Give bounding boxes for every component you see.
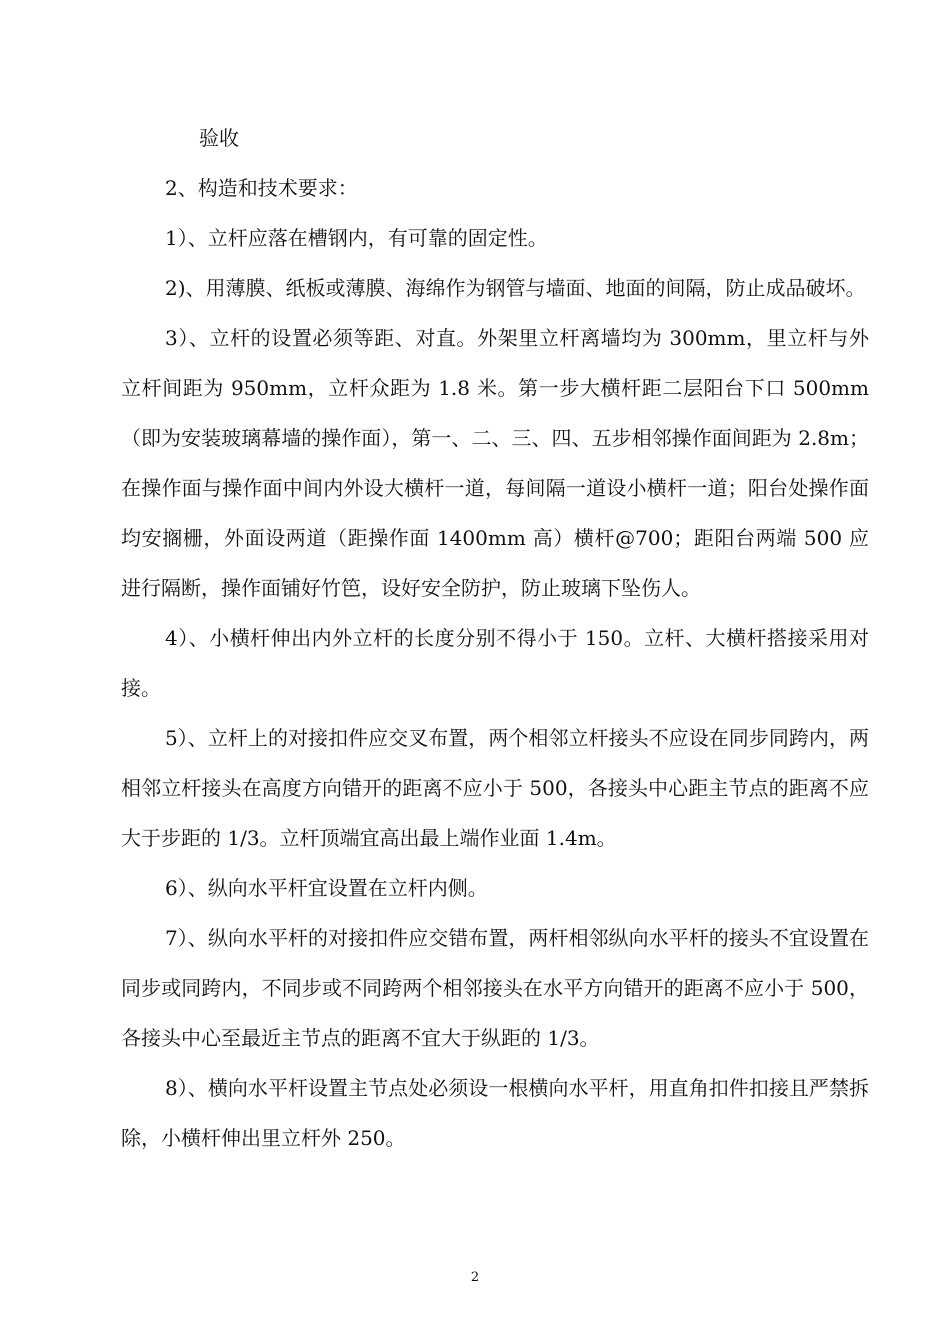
paragraph-item-4: 4）、小横杆伸出内外立杆的长度分别不得小于 150。立杆、大横杆搭接采用对接。 xyxy=(121,626,869,700)
paragraph-item-6: 6）、纵向水平杆宜设置在立杆内侧。 xyxy=(165,876,488,900)
paragraph-item-3: 3）、立杆的设置必须等距、对直。外架里立杆离墙均为 300mm，里立杆与外立杆间距为 950mm，立杆众距为 1.8 米。第一步大横杆距二层阳台下口 500mm（即为安装玻璃幕墙的操作面），第一、二、三、四、五步相邻操作面间距为 2.8m；在操作面与操作面中间内外设大横杆一道，每间隔一道设小横杆一道；阳台处操作面均安搁栅，外面设两道（距操作面 1400mm 高）横杆@700；距阳台两端 500 应进行隔断，操作面铺好竹笆，设好安全防护，防止玻璃下坠伤人。 xyxy=(121,326,869,600)
paragraph-item-5: 5）、立杆上的对接扣件应交叉布置，两个相邻立杆接头不应设在同步同跨内，两相邻立杆接头在高度方向错开的距离不应小于 500，各接头中心距主节点的距离不应大于步距的 1/3。立杆顶端宜高出最上端作业面 1.4m。 xyxy=(121,726,869,850)
paragraph-acceptance: 验收 xyxy=(199,126,239,150)
page-number: 2 xyxy=(470,1270,480,1285)
paragraph-section-2-heading: 2、构造和技术要求： xyxy=(165,176,358,200)
paragraph-item-1: 1）、立杆应落在槽钢内，有可靠的固定性。 xyxy=(165,226,548,250)
body-text xyxy=(121,113,869,1163)
paragraph-item-2: 2)、用薄膜、纸板或薄膜、海绵作为钢管与墙面、地面的间隔，防止成品破坏。 xyxy=(165,276,866,300)
paragraph-item-7: 7）、纵向水平杆的对接扣件应交错布置，两杆相邻纵向水平杆的接头不宜设置在同步或同跨内，不同步或不同跨两个相邻接头在水平方向错开的距离不应小于 500，各接头中心至最近主节点的距离不宜大于纵距的 1/3。 xyxy=(121,926,869,1050)
paragraph-item-8: 8）、横向水平杆设置主节点处必须设一根横向水平杆，用直角扣件扣接且严禁拆除，小横杆伸出里立杆外 250。 xyxy=(121,1076,869,1150)
